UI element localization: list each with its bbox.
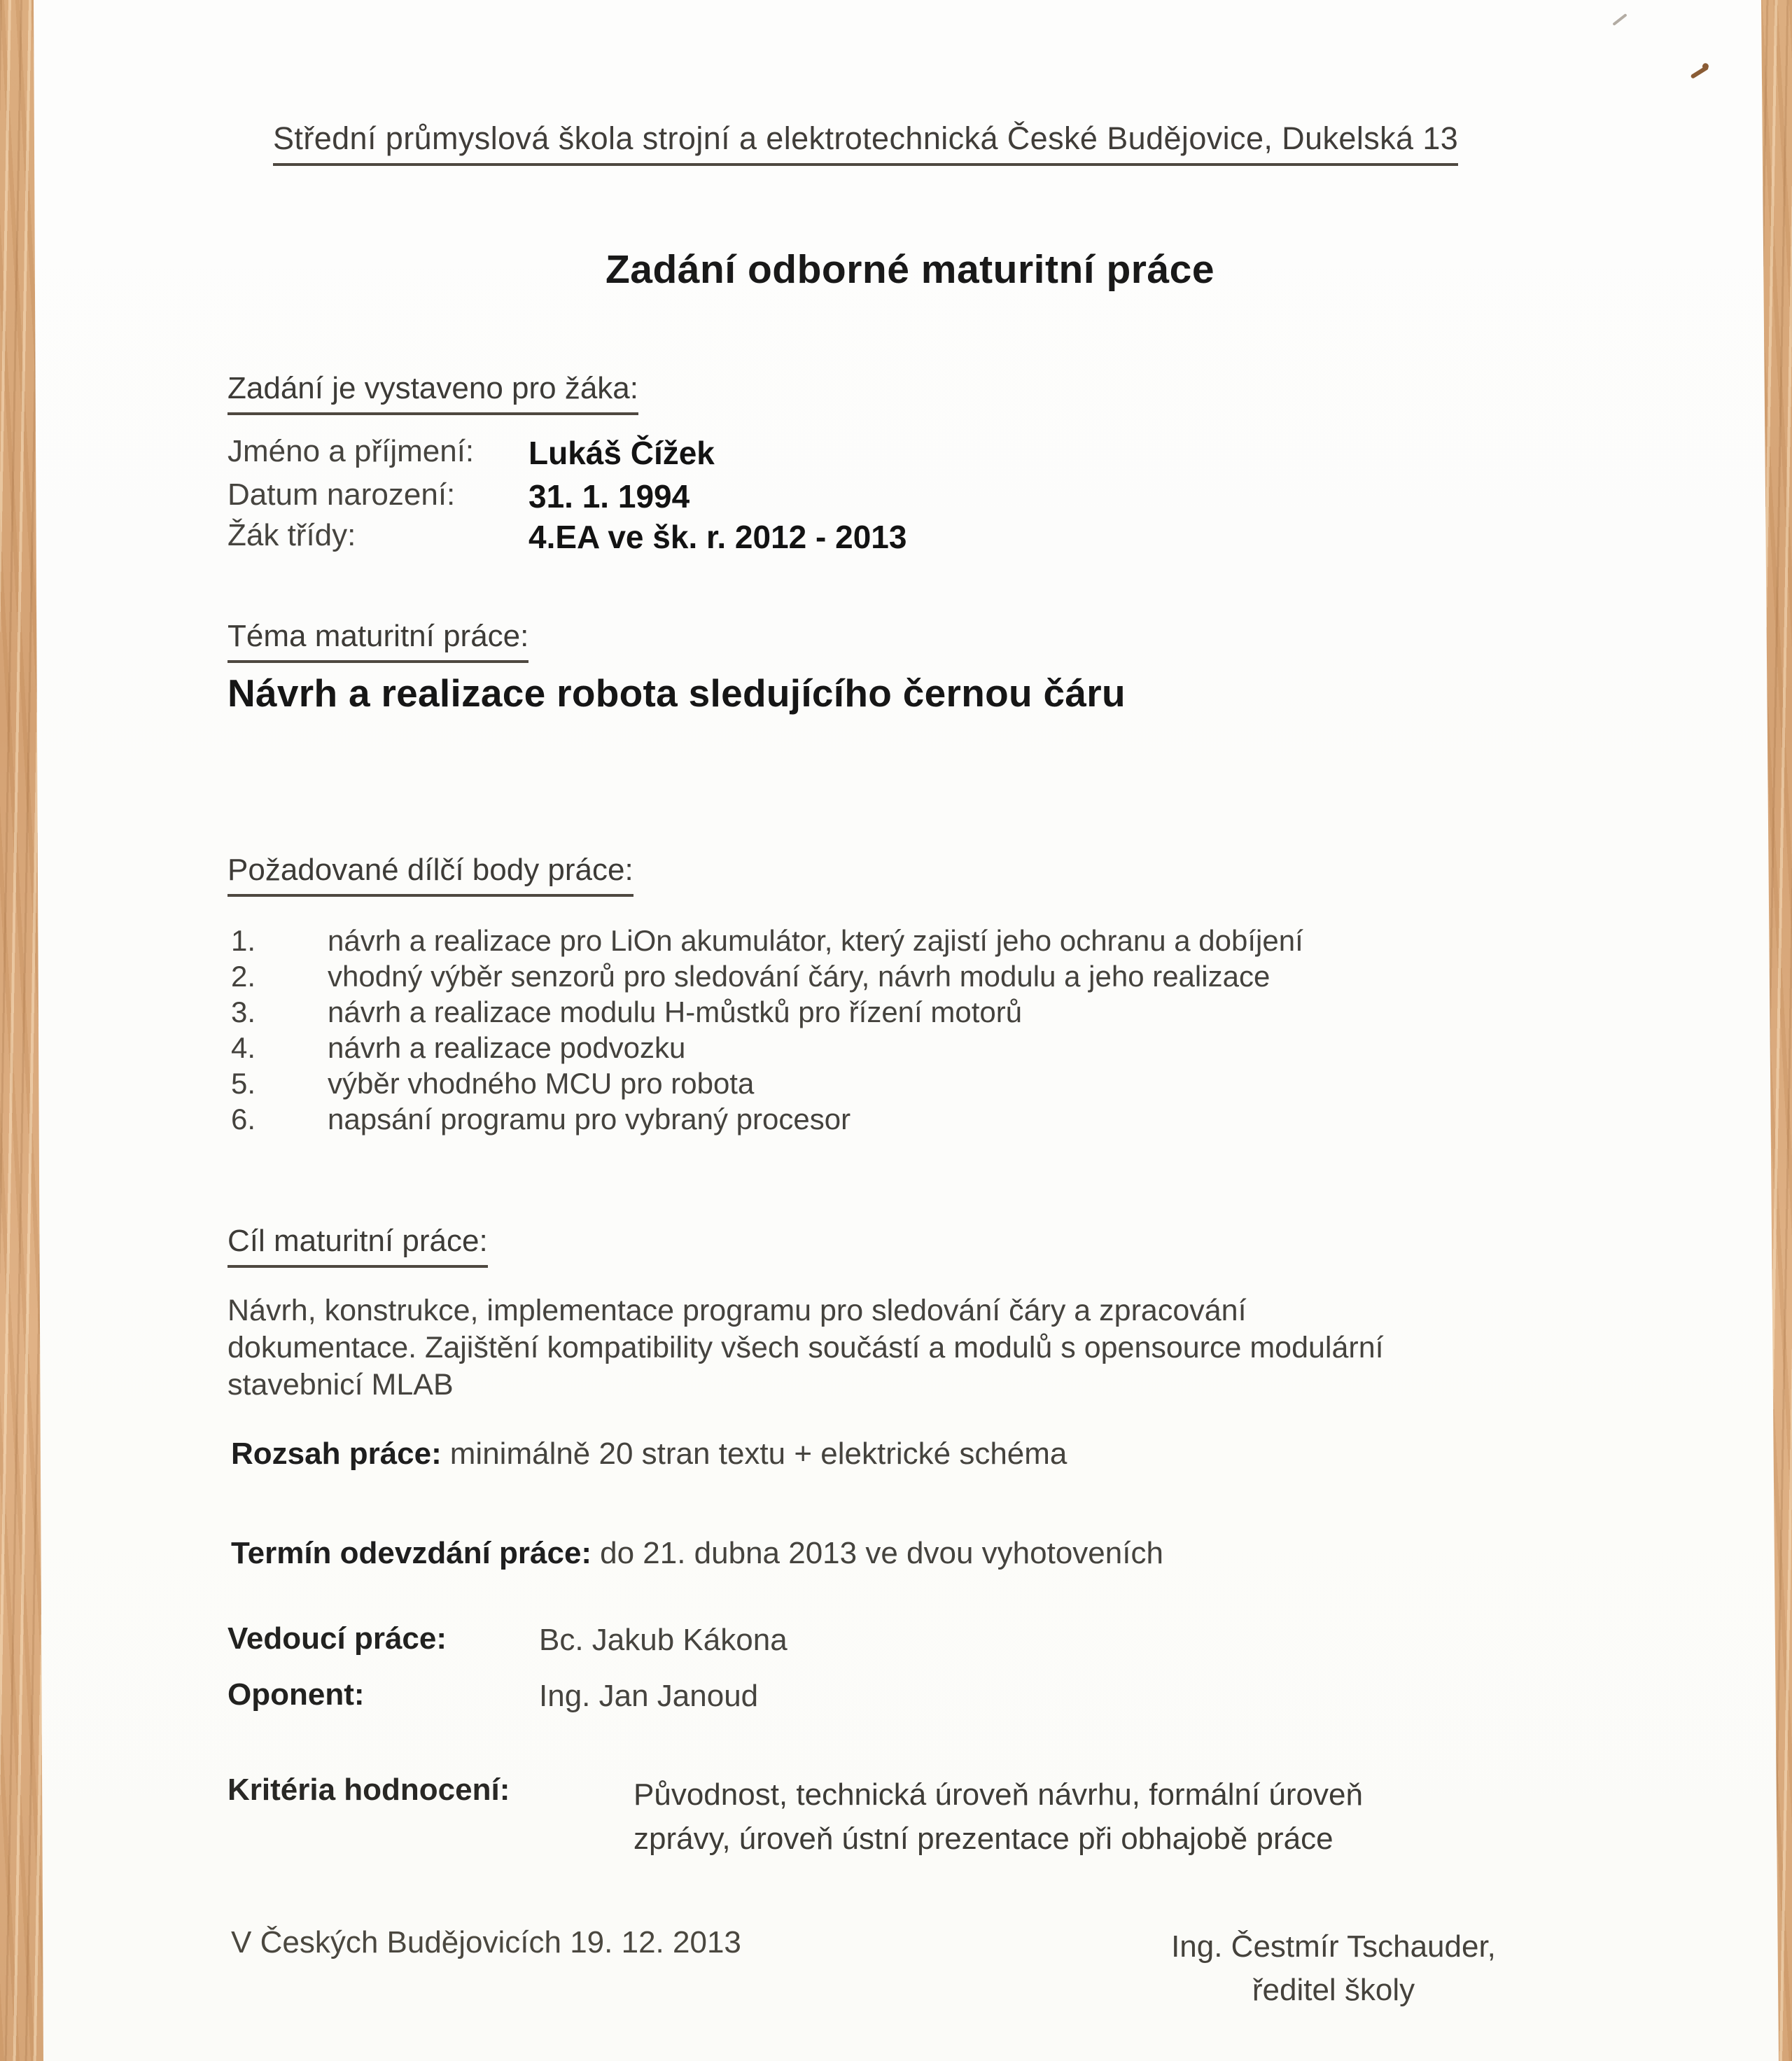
supervisor-label: Vedoucí práce: [227, 1621, 447, 1656]
section-heading-student [227, 371, 638, 415]
deadline-row [231, 1536, 1163, 1571]
section-heading-goal-text: Cíl maturitní práce: [227, 1224, 488, 1268]
school-header [273, 120, 1458, 166]
list-item [231, 1031, 1631, 1065]
scope-label: Rozsah práce: [231, 1437, 442, 1471]
field-value-birthdate: 31. 1. 1994 [528, 478, 690, 515]
signature-role: ředitel školy [1252, 1973, 1415, 2007]
goal-line: dokumentace. Zajištění kompatibility všech součástí a modulů s opensource modulární [227, 1331, 1384, 1364]
school-header-text: Střední průmyslová škola strojní a elektrotechnická České Budějovice, Dukelská 13 [273, 120, 1458, 166]
list-item-text: výběr vhodného MCU pro robota [328, 1067, 755, 1100]
list-item [231, 924, 1631, 958]
goal-line: stavebnicí MLAB [227, 1368, 454, 1402]
list-item-text: napsání programu pro vybraný procesor [328, 1103, 851, 1136]
scope-row [231, 1437, 1067, 1472]
list-item-text: návrh a realizace pro LiOn akumulátor, který zajistí jeho ochranu a dobíjení [328, 924, 1303, 957]
deadline-value: do 21. dubna 2013 ve dvou vyhotoveních [600, 1536, 1163, 1570]
deadline-label: Termín odevzdání práce: [231, 1536, 592, 1570]
list-item-number: 3. [231, 995, 256, 1028]
section-heading-theme-text: Téma maturitní práce: [227, 619, 528, 663]
section-heading-points-text: Požadované dílčí body práce: [227, 853, 634, 897]
list-item-text: vhodný výběr senzorů pro sledování čáry, návrh modulu a jeho realizace [328, 960, 1270, 993]
document-title: Zadání odborné maturitní práce [605, 247, 1215, 292]
opponent-value: Ing. Jan Janoud [539, 1679, 759, 1713]
field-value-name: Lukáš Čížek [528, 435, 715, 471]
section-heading-points [227, 853, 634, 897]
list-item [231, 960, 1631, 993]
goal-paragraph [227, 1292, 1614, 1404]
thesis-theme-title: Návrh a realizace robota sledujícího černou čáru [227, 671, 1126, 715]
section-heading-goal [227, 1224, 488, 1268]
section-heading-theme [227, 619, 528, 663]
signature-name: Ing. Čestmír Tschauder, [1171, 1929, 1496, 1964]
signature-block [1120, 1925, 1547, 2012]
criteria-line: zprávy, úroveň ústní prezentace při obhajobě práce [634, 1822, 1334, 1856]
footer-place-date: V Českých Budějovicích 19. 12. 2013 [231, 1925, 741, 1959]
criteria-label: Kritéria hodnocení: [227, 1773, 510, 1807]
field-label-name: Jméno a příjmení: [227, 434, 475, 468]
criteria-line: Původnost, technická úroveň návrhu, formální úroveň [634, 1777, 1363, 1812]
criteria-value [634, 1773, 1516, 1861]
section-heading-student-text: Zadání je vystaveno pro žáka: [227, 371, 638, 415]
field-label-class: Žák třídy: [227, 518, 356, 552]
list-item [231, 995, 1631, 1029]
list-item-number: 4. [231, 1031, 256, 1064]
list-item-number: 5. [231, 1067, 256, 1100]
field-value-class: 4.EA ve šk. r. 2012 - 2013 [528, 519, 907, 555]
list-item-number: 2. [231, 960, 256, 993]
supervisor-value: Bc. Jakub Kákona [539, 1623, 788, 1657]
list-item-text: návrh a realizace modulu H-můstků pro řízení motorů [328, 995, 1023, 1028]
list-item [231, 1067, 1631, 1101]
list-item [231, 1103, 1631, 1136]
scope-value: minimálně 20 stran textu + elektrické schéma [449, 1437, 1068, 1471]
list-item-number: 1. [231, 924, 256, 957]
field-label-birthdate: Datum narození: [227, 477, 456, 512]
opponent-label: Oponent: [227, 1677, 365, 1712]
goal-line: Návrh, konstrukce, implementace programu pro sledování čáry a zpracování [227, 1294, 1247, 1327]
list-item-number: 6. [231, 1103, 256, 1136]
list-item-text: návrh a realizace podvozku [328, 1031, 686, 1064]
